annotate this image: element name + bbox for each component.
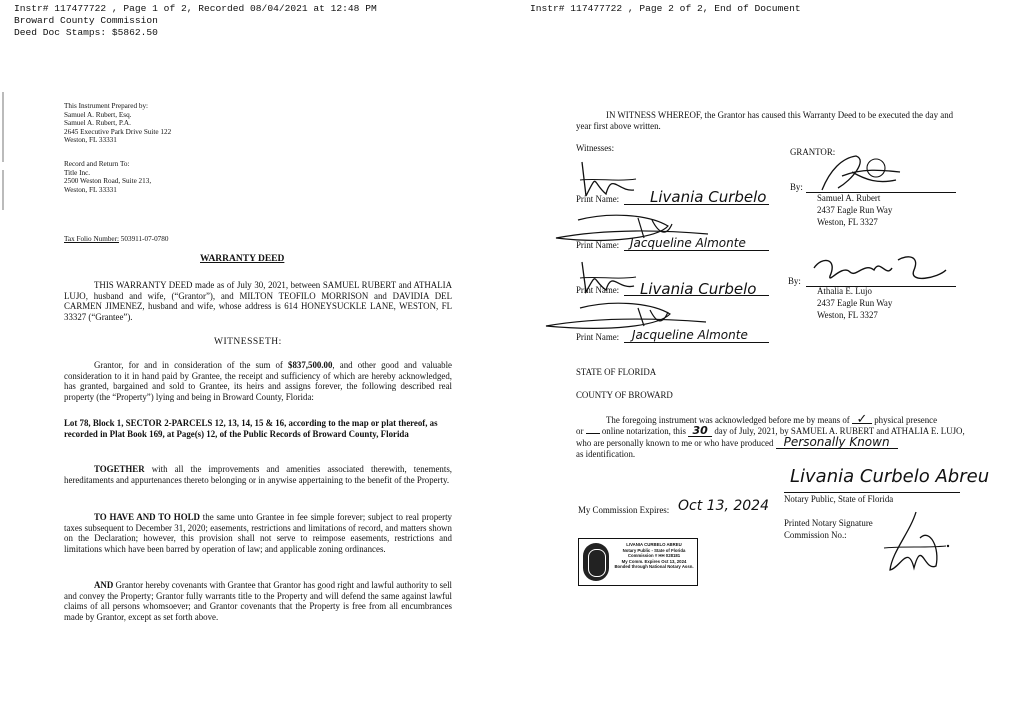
print-name-line [624, 342, 769, 343]
legal-description: Lot 78, Block 1, SECTOR 2-PARCELS 12, 13, 14, 15 & 16, according to the map or plat thereof, as recorded in Plat Book 169, at Page(s) 12, of the Public Records of Broward County, Florida [64, 418, 438, 439]
print-name-label: Print Name: [576, 240, 620, 250]
prepared-by-line: Weston, FL 33331 [64, 136, 117, 145]
consideration-text: Grantor, for and in consideration of the sum of [94, 360, 289, 370]
print-name-label: Print Name: [576, 332, 620, 342]
prepared-by-line: 2645 Executive Park Drive Suite 122 [64, 127, 172, 136]
covenant-lead: AND [94, 580, 114, 590]
by-label: By: [790, 182, 803, 192]
commission-number-label: Commission No.: [784, 530, 847, 540]
witness-signature-scribble [578, 152, 638, 200]
physical-presence-check: ✓ [852, 414, 872, 424]
together-text: with all the improvements and amenities associated therewith, tenements, hereditaments and appurtenances thereto belonging or in anywise appertaining to the benefit of the Property. [64, 464, 452, 485]
stamp-line: My Comm. Expires Oct 13, 2024 [621, 558, 687, 564]
state-line: STATE OF FLORIDA [576, 367, 657, 377]
intro-paragraph: THIS WARRANTY DEED made as of July 30, 2021, between SAMUEL RUBERT and ATHALIA LUJO, husband and wife, (“Grantor”), and MILTON TEOFILO MORRISON and DAVIDIA DEL CARMEN JIMENEZ, husband and wife, whose address is 614 HONEYSUCKLE LANE, WESTON, FL 33327 (“Grantee”). [64, 280, 452, 322]
return-to-line: Weston, FL 33331 [64, 185, 117, 194]
covenant-text: Grantor hereby covenants with Grantee that Grantor has good right and lawful authority to sell and convey the Property; Grantor fully warrants title to the Property and will defend the same against lawful claims of all persons whomsoever; and Grantor covenants that the Property is free from all encumbrances made by Grantor, except as set forth above. [64, 580, 452, 622]
witness-printed-name: Jacqueline Almonte [632, 328, 748, 342]
page1-header [14, 3, 377, 39]
notary-signature: Livania Curbelo Abreu [790, 466, 990, 487]
notary-seal-ring [588, 549, 606, 577]
commission-expires-label: My Commission Expires: [578, 505, 670, 515]
notary-initials-scribble-svg [880, 508, 950, 580]
habendum-text: the same unto Grantee in fee simple forever; subject to real property taxes subsequent to December 31, 2020; easements, restrictions and limitations of record, and matters shown on the Declaration; however, this provision shall not serve to reimpose easements, restrictions and limitations which have been barred by operation of law; and applicable zoning ordinances. [64, 512, 452, 554]
acknowledgment-paragraph [576, 411, 968, 459]
doc-stamps-line: Deed Doc Stamps: $5862.50 [14, 27, 158, 38]
grantor-city: Weston, FL 3327 [817, 217, 878, 227]
witness-printed-name: Livania Curbelo [650, 188, 767, 206]
habendum-paragraph [64, 512, 452, 554]
grantor-city: Weston, FL 3327 [817, 310, 878, 320]
printed-notary-signature-label: Printed Notary Signature [784, 518, 873, 528]
scan-edge-mark [2, 92, 4, 162]
page2-header [530, 3, 801, 15]
produced-identification: Personally Known [776, 437, 898, 449]
return-to-label: Record and Return To: [64, 160, 130, 168]
prepared-by-line: Samuel A. Rubert, Esq. [64, 110, 132, 119]
grantor-signature [812, 150, 902, 192]
consideration-paragraph [64, 360, 452, 402]
ack-text: The foregoing instrument was acknowledged before me by means of [606, 415, 850, 425]
ack-text: day of July, 2021, by SAMUEL A. RUBERT and ATHALIA E. LUJO, who are personally known to me or who have produced [576, 425, 965, 449]
prepared-by-line: Samuel A. Rubert, P.A. [64, 119, 131, 128]
notary-public-label: Notary Public, State of Florida [784, 494, 894, 504]
grantor-name: Samuel A. Rubert [817, 193, 881, 203]
notary-stamp [578, 538, 698, 586]
together-paragraph [64, 464, 452, 485]
grantor-name: Athalia E. Lujo [817, 286, 872, 296]
stamp-line: LIVANIA CURBELO ABREU [626, 542, 682, 547]
witness-clause: IN WITNESS WHEREOF, the Grantor has caused this Warranty Deed to be executed the day and year first above written. [576, 110, 954, 131]
tax-folio-label: Tax Folio Number: [64, 235, 119, 243]
consideration-amount: $837,500.00 [288, 360, 333, 370]
commission-expires-date: Oct 13, 2024 [678, 498, 769, 514]
prepared-by-label: This Instrument Prepared by: [64, 102, 149, 110]
witnesseth-heading: WITNESSETH: [214, 337, 282, 347]
stamp-line: Notary Public - State of Florida [622, 547, 686, 553]
print-name-line [624, 250, 769, 251]
prepared-by-block [64, 102, 324, 145]
notary-initials-scribble [880, 508, 950, 580]
stamp-line: Bonded through National Notary Assn. [614, 564, 694, 570]
covenant-paragraph [64, 580, 452, 622]
consideration-text: , and other good and valuable consideration to it in hand paid by Grantee, the receipt and sufficiency of which are hereby acknowledged, has granted, bargained and sold to Grantee, its heirs and assigns forever, the following described real property (the “Property”) lying and being in Broward County, Florida: [64, 360, 452, 402]
grantor-address: 2437 Eagle Run Way [817, 298, 893, 308]
print-name-label: Print Name: [576, 194, 620, 204]
print-name-label: Print Name: [576, 285, 620, 295]
habendum-lead: TO HAVE AND TO HOLD [94, 512, 200, 522]
return-to-block [64, 160, 324, 194]
online-notarization-blank [586, 433, 600, 434]
ack-day: 30 [688, 426, 712, 438]
recording-line: Instr# 117477722 , Page 1 of 2, Recorded 08/04/2021 at 12:48 PM [14, 3, 377, 14]
stamp-line: Commission # HH 028181 [627, 553, 681, 559]
deed-title: WARRANTY DEED [200, 254, 285, 264]
ack-text: online notarization, this [601, 425, 686, 436]
return-to-line: 2500 Weston Road, Suite 213, [64, 177, 152, 186]
county-commission-line: Broward County Commission [14, 15, 158, 26]
witness-signature [578, 152, 638, 200]
witnesses-label: Witnesses: [576, 143, 615, 153]
witness-printed-name: Jacqueline Almonte [630, 236, 746, 250]
scan-edge-mark [2, 170, 4, 210]
recording-line: Instr# 117477722 , Page 2 of 2, End of Document [530, 3, 801, 14]
grantor-label: GRANTOR: [790, 147, 836, 157]
together-lead: TOGETHER [94, 464, 145, 474]
witness-printed-name: Livania Curbelo [640, 280, 757, 298]
ack-text: physical presence [874, 415, 938, 425]
ack-text: as identification. [576, 448, 636, 459]
tax-folio [64, 235, 168, 244]
notary-signature-line [784, 492, 960, 493]
by-label: By: [788, 276, 801, 286]
return-to-line: Title Inc. [64, 168, 91, 177]
ack-text: or [576, 425, 584, 436]
tax-folio-number: 503911-07-0780 [120, 235, 169, 243]
county-line: COUNTY OF BROWARD [576, 390, 673, 400]
grantor-signature [808, 250, 948, 290]
grantor-address: 2437 Eagle Run Way [817, 205, 893, 215]
grantor-signature-scribble [808, 250, 948, 290]
grantor-signature-scribble [812, 150, 902, 192]
